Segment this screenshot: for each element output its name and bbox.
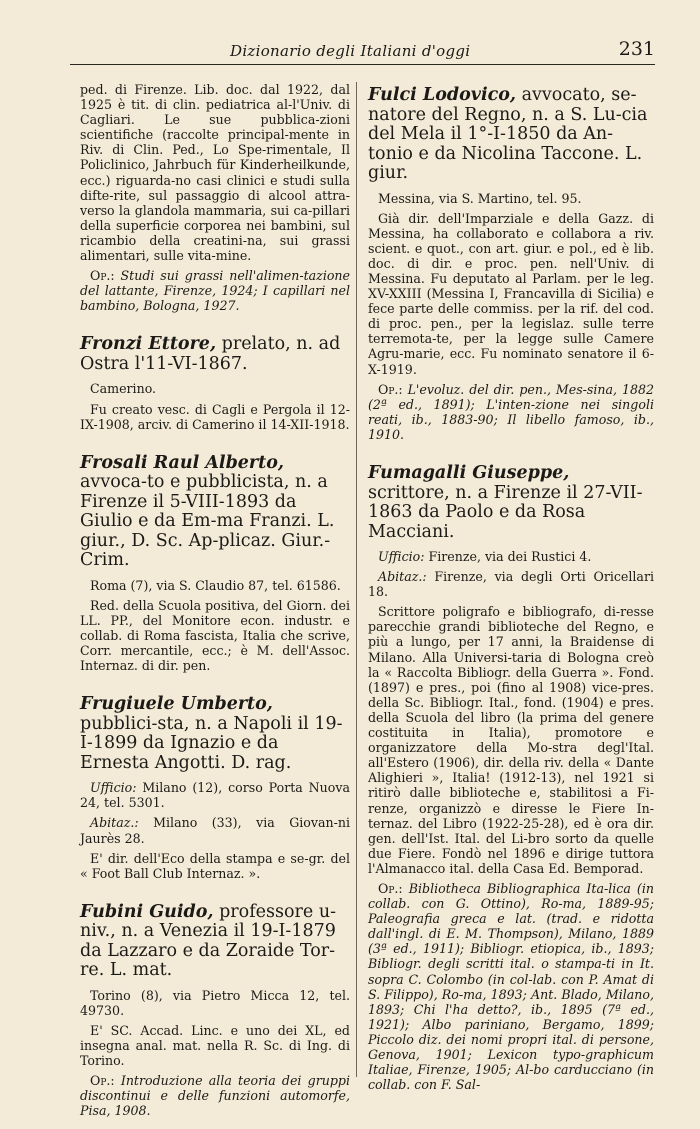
entry-bio: Già dir. dell'Imparziale e della Gazz. di Messina, ha collaborato e collabora a riv. scient. e quot., con art. giur. e pol., ed è lib. doc. di dir. e proc. pen. nell'Univ. di Messina. Fu deputato al Parlam. per le leg. XV-XXIII (Messina I, Francavilla di Sicilia) e fece parte delle commiss. per la rif. del cod. di proc. pen., per la legislaz. sulle terre terremota-te, per la legge sulle Camere Agru-marie, ecc. Fu nominato senatore il 6-X-1919. [368, 210, 654, 377]
works-text: Studi sui grassi nell'alimen-tazione del lattante, Firenze, 1924; I capillari nel bambino, Bologna, 1927. [80, 268, 350, 314]
entry-name: Fumagalli Giuseppe, [368, 463, 570, 483]
office-address: Firenze, via dei Rustici 4. [428, 549, 592, 564]
works-label: Op.: [90, 268, 115, 284]
works-text: Introduzione alla teoria dei gruppi discontinui e delle funzioni automorfe, Pisa, 1908. [80, 1073, 350, 1119]
entry-heading [80, 903, 350, 981]
entry-name: Fulci Lodovico, [368, 85, 517, 105]
entry-heading [368, 464, 654, 542]
entry-desc: scrittore, n. a Firenze il 27-VII-1863 da Paolo e da Rosa Macciani. [368, 482, 643, 542]
entry-heading [80, 335, 350, 374]
entry-fulci [368, 86, 654, 442]
entry-office [368, 549, 654, 564]
entry-desc: avvoca-to e pubblicista, n. a Firenze il 5-VIII-1893 da Giulio e da Em-ma Franzi. L. giur., D. Sc. Ap-plicaz. Giur.-Crim. [80, 472, 335, 571]
header-rule [70, 64, 655, 65]
works-text: Bibliotheca Bibliographica Ita-lica (in collab. con G. Ottino), Ro-ma, 1889-95; Paleografia greca e lat. (trad. e ridotta dall'ingl. di E. M. Thompson), Milano, 1889 (3ª ed., 1911); Bibliogr. etiopica, ib., 1893; Bibliogr. degli scritti ital. o stampa-ti in It. sopra C. Colombo (in col-lab. con P. Amat di S. Filippo), Ro-ma, 1893; Ant. Blado, Milano, 1893; Chi l'ha detto?, ib., 1895 (7ª ed., 1921); Albo pariniano, Bergamo, 1899; Piccolo diz. dei nomi propri ital. di persone, Genova, 1901; Lexicon typo-graphicum Italiae, Firenze, 1905; Al-bo carducciano (in collab. con F. Sal- [368, 880, 654, 1093]
entry-frugiuele [80, 695, 350, 881]
office-label: Ufficio: [90, 780, 137, 796]
entry-fubini [80, 903, 350, 1119]
home-address: Firenze, via degli Orti Oricellari 18. [368, 569, 654, 600]
entry-desc: pubblici-sta, n. a Napoli il 19-I-1899 da Ignazio e da Ernesta Angotti. D. rag. [80, 713, 343, 773]
entry-name: Frosali Raul Alberto, [80, 452, 285, 473]
entry-bio: Red. della Scuola positiva, del Giorn. dei LL. PP., del Monitore econ. industr. e collab. di Roma fascista, Italia che scrive, Corr. mercantile, ecc.; è M. dell'Assoc. Internaz. di dir. pen. [80, 597, 350, 674]
home-label: Abitaz.: [90, 815, 139, 831]
entry-address: Camerino. [90, 381, 157, 397]
entry-bio: ped. di Firenze. Lib. doc. dal 1922, dal 1925 è tit. di clin. pediatrica al-l'Univ. di Cagliari. Le sue pubblica-zioni scientifiche (raccolte principal-mente in Riv. di Clin. Ped., Lo Spe-rimentale, Il Policlinico, Jahrbuch für Kinderheilkunde, ecc.) riguarda-no casi clinici e studi sulla difte-rite, sul passaggio di alcool attra-verso la glandola mammaria, sui ca-pillari della superficie corporea nei bambini, sul ricambio della creatini-na, sui grassi alimentari, sulle vita-mine. [80, 82, 350, 264]
entry-bio: Scrittore poligrafo e bibliografo, di-resse parecchie grandi biblioteche del Regno, e più a lungo, per 17 anni, la Braidense di Milano. Alla Universi-taria di Bologna creò la « Raccolta Bibliogr. della Guerra ». Fond. (1897) e pres., poi (fino al 1908) vice-pres. della Sc. Bibliogr. Ital., fond. (1904) e pres. della Scuola del libro (la prima del genere costituita in Italia), promotore e organizzatore della Mo-stra degl'Ital. all'Estero (1906), dir. della riv. della « Dante Alighieri », Italia! (1912-13), nel 1921 si ritirò dalle biblioteche e, stabilitosi a Fi-renze, organizzò e diresse le Fiere In-ternaz. del Libro (1922-25-28), ed è ora dir. gen. dell'Ist. Ital. del Li-bro sorto da quelle due Fiere. Fondò nel 1896 e dirige tuttora l'Almanacco ital. della Casa Ed. Bemporad. [368, 604, 654, 876]
entry-fronzi [80, 335, 350, 431]
entry-works [368, 382, 654, 442]
office-address: Milano (12), corso Porta Nuova 24, tel. 5301. [80, 780, 350, 811]
entry-address: Messina, via S. Martino, tel. 95. [378, 190, 582, 206]
entry-home [368, 569, 654, 599]
office-label: Ufficio: [378, 549, 425, 564]
entry-name: Fubini Guido, [80, 901, 214, 922]
entry-bio: Fu creato vesc. di Cagli e Pergola il 12-IX-1908, arciv. di Camerino il 14-XII-1918. [80, 401, 350, 432]
page-header [70, 38, 655, 68]
entry-address: Torino (8), via Pietro Micca 12, tel. 49730. [80, 987, 350, 1018]
entry-frosali [80, 454, 350, 674]
works-text: L'evoluz. del dir. pen., Mes-sina, 1882 (2ª ed., 1891); L'inten-zione nei singoli reati, ib., 1883-90; Il libello famoso, ib., 1910. [368, 381, 654, 442]
entry-heading [368, 86, 654, 184]
entry-fumagalli [368, 464, 654, 1092]
entry-home [80, 815, 350, 845]
entry-name: Fronzi Ettore, [80, 334, 217, 355]
entry-bio: E' dir. dell'Eco della stampa e se-gr. del « Foot Ball Club Internaz. ». [80, 850, 350, 881]
right-column [368, 82, 654, 1102]
entry-works [80, 1073, 350, 1118]
entry-name: Frugiuele Umberto, [80, 694, 273, 715]
left-column [80, 82, 350, 1129]
entry-works [368, 881, 654, 1092]
page-number: 231 [618, 38, 655, 60]
entry-address: Roma (7), via S. Claudio 87, tel. 61586. [90, 577, 341, 593]
entry-office [80, 780, 350, 810]
entry-heading [80, 695, 350, 773]
works-label: Op.: [90, 1073, 115, 1089]
works-label: Op.: [378, 381, 403, 397]
running-title: Dizionario degli Italiani d'oggi [230, 42, 471, 60]
home-address: Milano (33), via Giovan-ni Jaurès 28. [80, 815, 350, 846]
column-divider [356, 82, 357, 1077]
entry-desc: prelato, n. ad Ostra l'11-VI-1867. [80, 334, 341, 374]
entry-heading [80, 454, 350, 571]
works-label: Op.: [378, 880, 403, 896]
entry-works [80, 268, 350, 313]
entry-bio: E' SC. Accad. Linc. e uno dei XL, ed insegna anal. mat. nella R. Sc. di Ing. di Torino. [80, 1023, 350, 1069]
home-label: Abitaz.: [378, 569, 427, 585]
entry-desc: professore u-niv., n. a Venezia il 19-I-1879 da Lazzaro e da Zoraide Tor-re. L. mat. [80, 901, 336, 981]
entry-continued [80, 82, 350, 313]
entry-desc: avvocato, se-natore del Regno, n. a S. Lu-cia del Mela il 1°-I-1850 da An-tonio e da Nicolina Taccone. L. giur. [368, 85, 648, 183]
